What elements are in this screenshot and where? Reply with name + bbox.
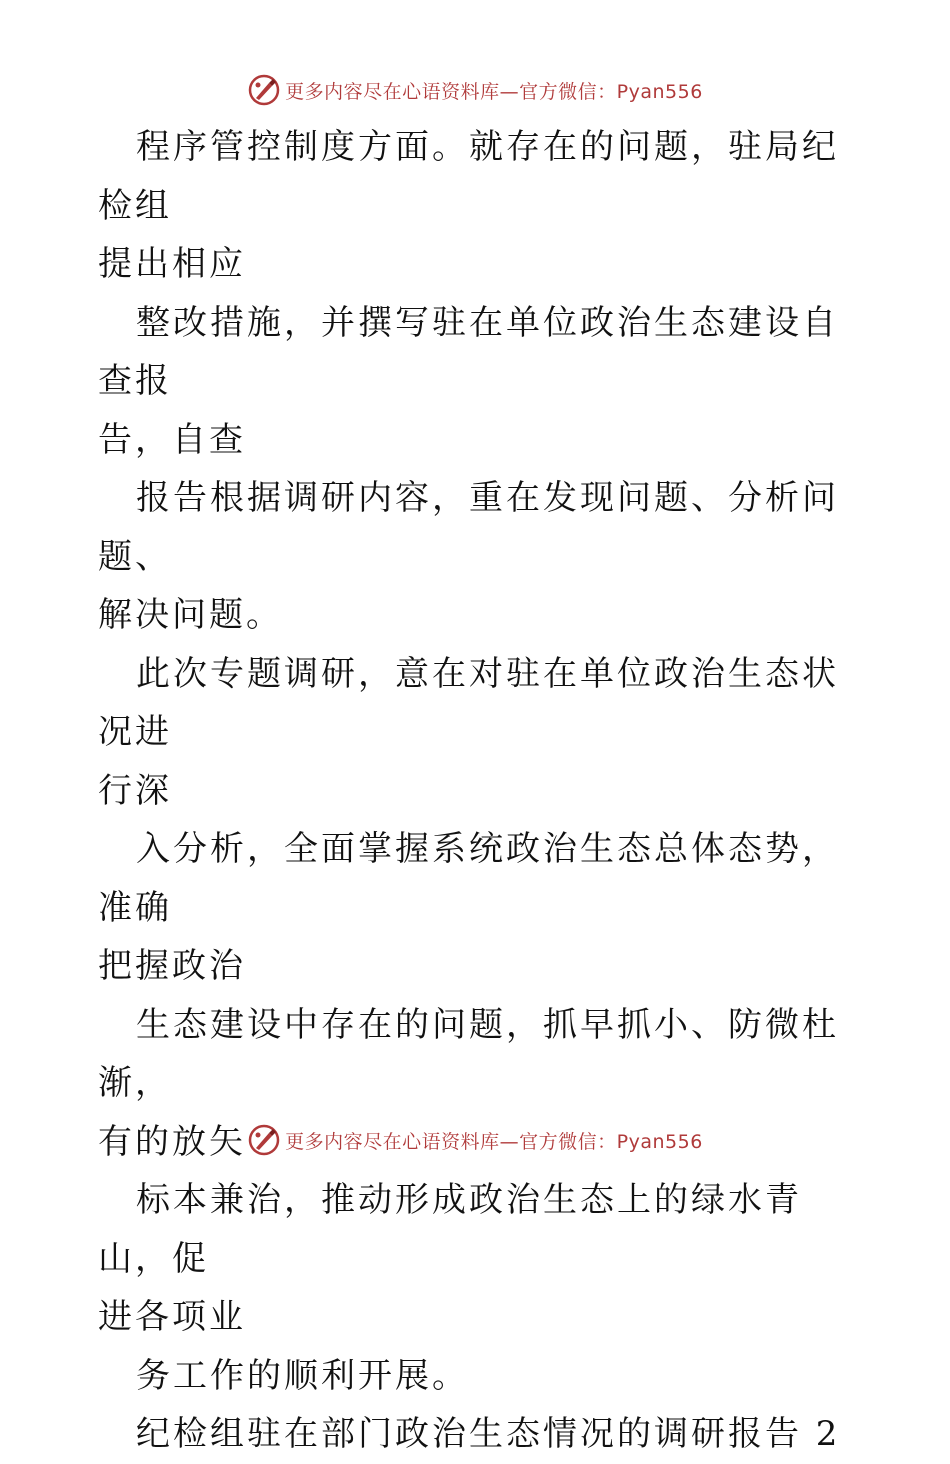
paragraph: 程序管控制度方面。就存在的问题，驻局纪检组 提出相应 bbox=[98, 127, 839, 284]
pen-logo-icon bbox=[247, 73, 281, 107]
paragraph: 整改措施，并撰写驻在单位政治生态建设自查报 告，自查 bbox=[98, 302, 839, 460]
watermark-text: 更多内容尽在心语资料库—官方微信：Pyan556 bbox=[285, 1130, 703, 1153]
paragraph: 此次专题调研，意在对驻在单位政治生态状况进 行深 bbox=[98, 653, 839, 811]
footer-watermark-banner bbox=[0, 1120, 950, 1160]
paragraph: 生态建设中存在的问题，抓早抓小、防微杜渐， 有的放矢 bbox=[98, 1004, 839, 1162]
watermark-text: 更多内容尽在心语资料库—官方微信：Pyan556 bbox=[285, 80, 703, 103]
header-watermark-banner bbox=[0, 70, 950, 110]
paragraph: 纪检组驻在部门政治生态情况的调研报告 2 bbox=[136, 1414, 841, 1454]
paragraph: 入分析，全面掌握系统政治生态总体态势，准确 把握政治 bbox=[98, 829, 839, 986]
paragraph: 报告根据调研内容，重在发现问题、分析问题、 解决问题。 bbox=[98, 478, 839, 635]
paragraph: 务工作的顺利开展。 bbox=[136, 1355, 469, 1396]
document-body bbox=[98, 118, 858, 1464]
pen-logo-icon bbox=[247, 1123, 281, 1157]
paragraph: 标本兼治，推动形成政治生态上的绿水青山，促 进各项业 bbox=[98, 1180, 802, 1337]
